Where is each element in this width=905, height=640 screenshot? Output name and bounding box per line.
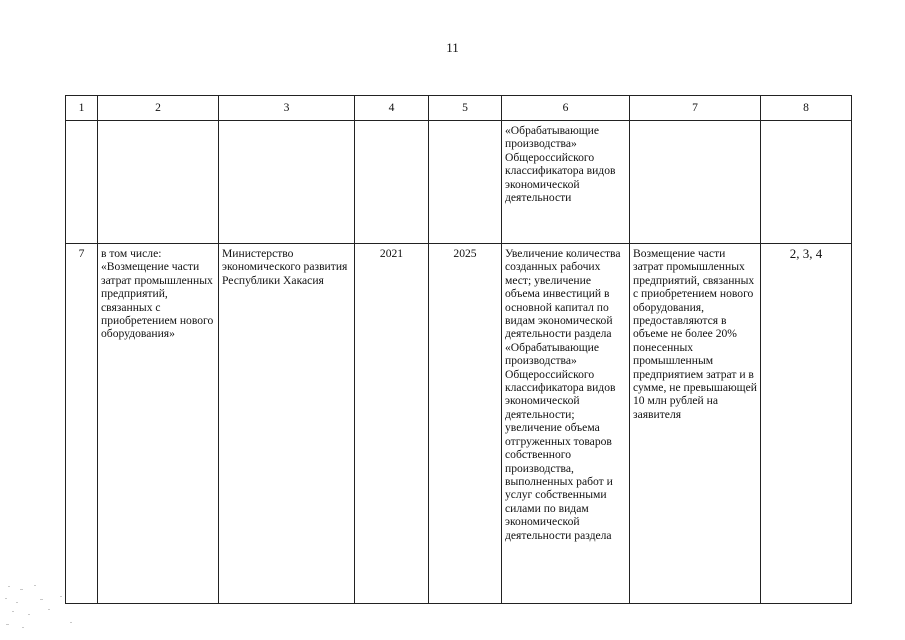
cont-cell-1 bbox=[66, 121, 98, 244]
header-col-3: 3 bbox=[219, 96, 355, 121]
scan-noise-artifact bbox=[0, 580, 90, 640]
table-row-continuation bbox=[66, 121, 852, 244]
header-col-1: 1 bbox=[66, 96, 98, 121]
start-year-cell: 2021 bbox=[355, 244, 429, 604]
page-number: 11 bbox=[446, 40, 459, 55]
indicators-cell: 2, 3, 4 bbox=[761, 244, 852, 604]
header-col-5: 5 bbox=[429, 96, 502, 121]
table-row-7 bbox=[66, 244, 852, 604]
description-cell: Возмещение части затрат промышленных предприятий, связанных с приобретением нового оборудования, предоставляются в объеме не более 20% понесенных промышленным предприятием затрат и в сумме, не превышающей 10 млн рублей на заявителя bbox=[630, 244, 761, 604]
cont-cell-2 bbox=[98, 121, 219, 244]
cont-cell-5 bbox=[429, 121, 502, 244]
executor-cell: Министерство экономического развития Республики Хакасия bbox=[219, 244, 355, 604]
expected-results-cell: Увеличение количества созданных рабочих мест; увеличение объема инвестиций в основной капитал по видам экономической деятельности раздела «Обрабатывающие производства» Общероссийского классификатора видов экономической деятельности; увеличение объема отгруженных товаров собственного производства, выполненных работ и услуг собственными силами по видам экономической деятельности раздела bbox=[502, 244, 630, 604]
activity-cell: в том числе: «Возмещение части затрат промышленных предприятий, связанных с приобретением нового оборудования» bbox=[98, 244, 219, 604]
header-col-8: 8 bbox=[761, 96, 852, 121]
cont-cell-3 bbox=[219, 121, 355, 244]
cont-cell-8 bbox=[761, 121, 852, 244]
measures-table bbox=[65, 95, 852, 604]
cont-cell-7 bbox=[630, 121, 761, 244]
cont-cell-4 bbox=[355, 121, 429, 244]
row-number: 7 bbox=[66, 244, 98, 604]
header-col-4: 4 bbox=[355, 96, 429, 121]
table-header-row bbox=[66, 96, 852, 121]
header-col-6: 6 bbox=[502, 96, 630, 121]
end-year-cell: 2025 bbox=[429, 244, 502, 604]
cont-cell-results: «Обрабатывающие производства» Общероссийского классификатора видов экономической деятельности bbox=[502, 121, 630, 244]
header-col-2: 2 bbox=[98, 96, 219, 121]
header-col-7: 7 bbox=[630, 96, 761, 121]
